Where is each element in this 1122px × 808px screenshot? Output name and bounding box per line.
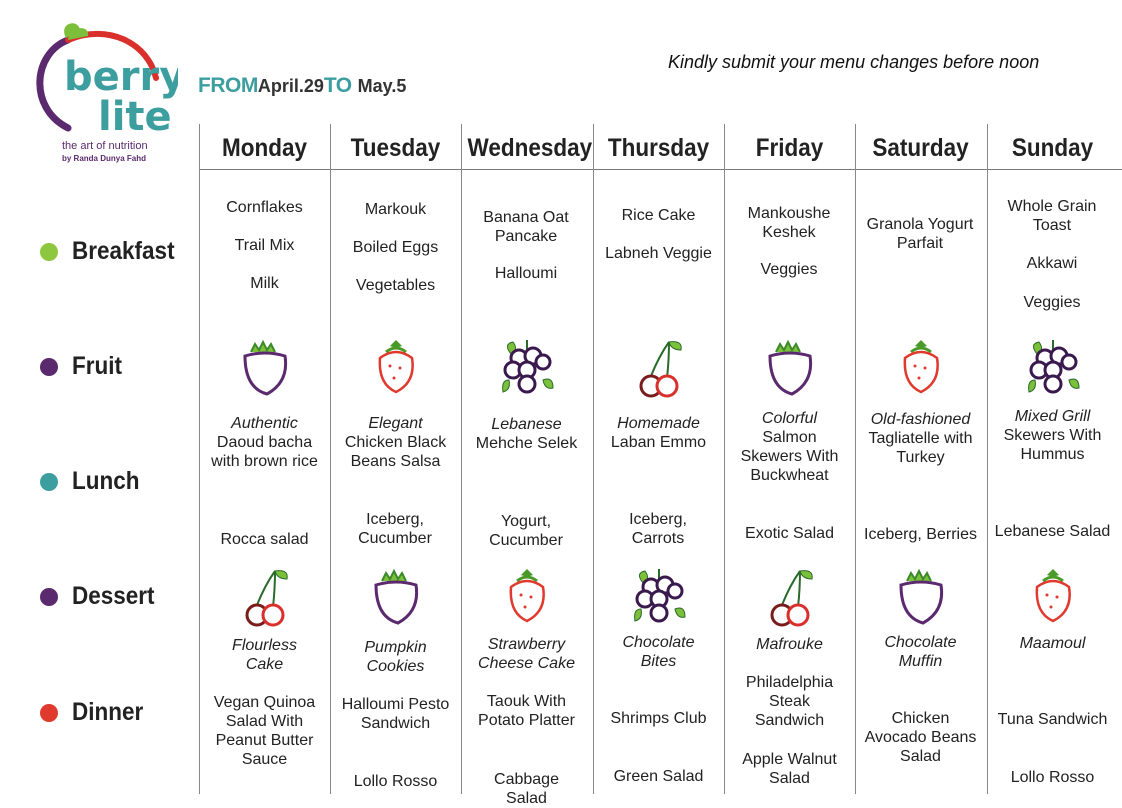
meal-name: Dessert <box>72 582 155 610</box>
breakfast-dot <box>40 243 58 261</box>
column-divider <box>855 124 856 794</box>
lunch-adjective: Old-fashioned <box>870 411 971 428</box>
breakfast-item: Granola Yogurt Parfait <box>866 216 974 252</box>
breakfast-item: Cornflakes <box>226 199 303 216</box>
lunch-side: Exotic Salad <box>745 525 834 542</box>
lunch-dish: Tagliatelle with Turkey <box>868 430 973 466</box>
strawberry-icon <box>497 565 557 631</box>
dessert-item: Maamoul <box>1019 635 1086 652</box>
dinner-side: Lollo Rosso <box>1010 769 1095 786</box>
fig-icon <box>366 565 426 631</box>
breakfast-item: Veggies <box>1023 294 1081 311</box>
cherries-icon <box>235 565 295 631</box>
dinner-side: Lollo Rosso <box>353 773 438 790</box>
meal-name: Fruit <box>72 352 122 380</box>
logo-word-bottom: lite <box>98 94 172 140</box>
day-header-thursday: Thursday <box>607 134 710 162</box>
dinner-main: Taouk With Potato Platter <box>478 693 575 729</box>
column-divider <box>330 124 331 794</box>
column-divider <box>724 124 725 794</box>
fig-icon <box>891 565 951 631</box>
lunch-side: Yogurt, Cucumber <box>489 513 563 549</box>
lunch-adjective: Elegant <box>368 415 423 432</box>
grapes-icon <box>1023 336 1083 402</box>
meal-label-breakfast <box>40 237 186 266</box>
breakfast-item: Whole Grain Toast <box>1007 198 1097 234</box>
lunch-side: Rocca salad <box>220 531 309 548</box>
dinner-main: Tuna Sandwich <box>997 711 1108 728</box>
dinner-main: Shrimps Club <box>610 710 707 727</box>
grapes-icon <box>629 565 689 631</box>
fig-icon <box>235 336 295 402</box>
from-label: FROM <box>198 74 258 97</box>
breakfast-item: Boiled Eggs <box>352 239 439 256</box>
dinner-dot <box>40 704 58 722</box>
brand-byline: by Randa Dunya Fahd <box>62 154 147 163</box>
lunch-side: Iceberg, Cucumber <box>358 511 432 547</box>
fig-icon <box>760 336 820 402</box>
dinner-main: Philadelphia Steak Sandwich <box>745 674 834 729</box>
day-header-sunday: Sunday <box>1011 134 1094 162</box>
meal-name: Breakfast <box>72 237 175 265</box>
day-header-monday: Monday <box>221 134 307 162</box>
column-divider <box>987 124 988 794</box>
dinner-side: Cabbage Salad <box>494 771 559 807</box>
lunch-dish: Mehche Selek <box>475 435 578 452</box>
breakfast-item: Halloumi <box>494 265 558 282</box>
lunch-adjective: Mixed Grill <box>1014 408 1091 425</box>
from-date: April.29 <box>257 76 324 96</box>
dinner-main: Halloumi Pesto Sandwich <box>341 696 450 732</box>
lunch-dish: Chicken Black Beans Salsa <box>344 434 447 470</box>
dessert-item: Mafrouke <box>756 636 823 653</box>
meal-name: Dinner <box>72 698 144 726</box>
breakfast-item: Trail Mix <box>234 237 295 254</box>
meal-label-fruit <box>40 352 128 381</box>
day-header-wednesday: Wednesday <box>467 134 593 162</box>
meal-label-dessert <box>40 582 164 611</box>
logo-word-top: berry <box>64 54 178 100</box>
strawberry-icon <box>891 336 951 402</box>
grapes-icon <box>497 336 557 402</box>
lunch-side: Iceberg, Carrots <box>629 511 687 547</box>
breakfast-item: Mankoushe Keshek <box>747 205 831 241</box>
brand-tagline: the art of nutrition <box>62 140 148 152</box>
lunch-adjective: Colorful <box>761 410 818 427</box>
header-divider <box>199 169 1122 170</box>
meal-name: Lunch <box>72 467 140 495</box>
breakfast-item: Labneh Veggie <box>605 245 712 262</box>
cherries-icon <box>629 336 689 402</box>
dinner-side: Green Salad <box>613 768 704 785</box>
breakfast-item: Rice Cake <box>621 207 696 224</box>
breakfast-item: Akkawi <box>1026 255 1078 272</box>
dessert-item: Strawberry Cheese Cake <box>478 636 575 672</box>
menu-notice: Kindly submit your menu changes before noon <box>668 52 1040 72</box>
lunch-dish: Daoud bacha with brown rice <box>211 434 318 470</box>
lunch-dish: Laban Emmo <box>610 434 707 451</box>
lunch-side: Iceberg, Berries <box>864 526 977 543</box>
lunch-dish: Salmon Skewers With Buckwheat <box>740 429 839 484</box>
lunch-side: Lebanese Salad <box>994 523 1111 540</box>
date-range <box>198 74 406 98</box>
dinner-main: Chicken Avocado Beans Salad <box>864 710 977 765</box>
to-date: May.5 <box>357 76 407 96</box>
lunch-adjective: Homemade <box>617 415 700 432</box>
lunch-adjective: Lebanese <box>491 416 562 433</box>
lunch-dot <box>40 473 58 491</box>
column-divider <box>461 124 462 794</box>
dessert-item: Chocolate Muffin <box>884 634 957 670</box>
strawberry-icon <box>1023 565 1083 631</box>
breakfast-item: Veggies <box>760 261 818 278</box>
column-divider <box>199 124 200 794</box>
day-header-saturday: Saturday <box>872 134 969 162</box>
dinner-side: Apple Walnut Salad <box>742 751 837 787</box>
dessert-item: Flourless Cake <box>232 637 297 673</box>
dinner-main: Vegan Quinoa Salad With Peanut Butter Sauce <box>213 694 316 768</box>
breakfast-item: Milk <box>250 275 279 292</box>
to-label: TO <box>323 74 352 97</box>
breakfast-item: Vegetables <box>355 277 436 294</box>
cherries-icon <box>760 565 820 631</box>
dessert-item: Chocolate Bites <box>622 634 695 670</box>
lunch-dish: Skewers With Hummus <box>1003 427 1102 463</box>
breakfast-item: Banana Oat Pancake <box>483 209 569 245</box>
dessert-item: Pumpkin Cookies <box>364 639 427 675</box>
lunch-adjective: Authentic <box>231 415 298 432</box>
breakfast-item: Markouk <box>364 201 427 218</box>
dessert-dot <box>40 588 58 606</box>
day-header-friday: Friday <box>755 134 824 162</box>
day-header-tuesday: Tuesday <box>350 134 441 162</box>
meal-label-dinner <box>40 698 151 727</box>
meal-label-lunch <box>40 467 147 496</box>
strawberry-icon <box>366 336 426 402</box>
fruit-dot <box>40 358 58 376</box>
